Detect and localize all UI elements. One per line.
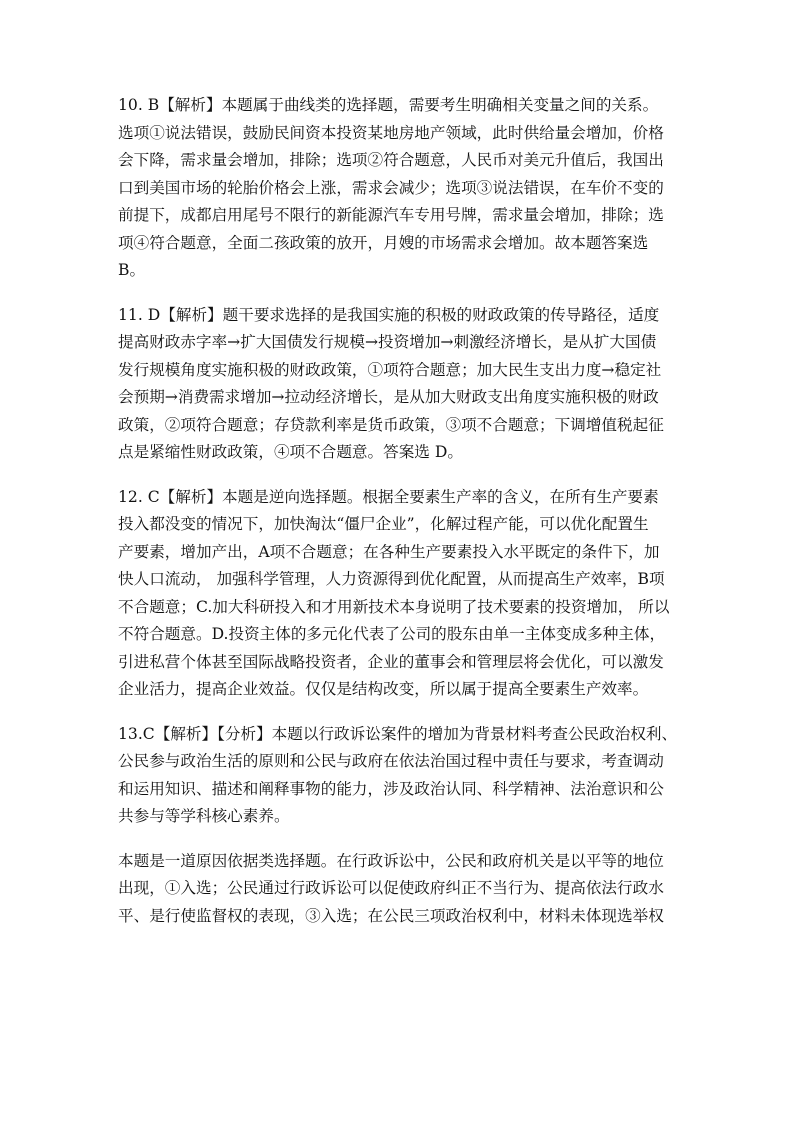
text-line: 会预期→消费需求增加→拉动经济增长，是从加大财政支出角度实施积极的财政: [118, 388, 659, 406]
text-line: 产要素，增加产出，A项不合题意；在各种生产要素投入水平既定的条件下，加: [118, 542, 660, 561]
text-line: 共参与等学科核心素养。: [118, 807, 290, 825]
text-line: 本题是一道原因依据类选择题。在行政诉讼中，公民和政府机关是以平等的地位: [118, 851, 664, 870]
text-line: 提高财政赤字率→扩大国债发行规模→投资增加→刺激经济增长，是从扩大国债: [118, 333, 657, 351]
text-line: 不符合题意。D.投资主体的多元化代表了公司的股东由单一主体变成多种主体，: [118, 625, 666, 643]
paragraph: [118, 721, 684, 831]
text-line: 13.C【解析】【分析】本题以行政诉讼案件的增加为背景材料考查公民政治权利、: [118, 724, 678, 743]
text-line: 公民参与政治生活的原则和公民与政府在依法治国过程中责任与要求，考查调动: [118, 752, 664, 770]
text-line: 会下降，需求量会增加，排除；选项②符合题意，人民币对美元升值后，我国出: [118, 151, 664, 169]
text-line: 12. C【解析】本题是逆向选择题。根据全要素生产率的含义，在所有生产要素: [118, 487, 659, 506]
text-line: 项④符合题意，全面二孩政策的放开，月嫂的市场需求会增加。故本题答案选: [118, 233, 649, 252]
text-line: 投入都没变的情况下，加快淘汰“僵尸企业”，化解过程产能，可以优化配置生: [118, 515, 649, 533]
paragraph: [118, 302, 684, 467]
text-line: 和运用知识、描述和阐释事物的能力，涉及政治认同、科学精神、法治意识和公: [118, 779, 664, 798]
text-line: 前提下，成都启用尾号不限行的新能源汽车专用号牌，需求量会增加，排除；选: [118, 206, 664, 224]
text-line: 11. D【解析】题干要求选择的是我国实施的积极的财政政策的传导路径，适度: [118, 305, 660, 324]
text-line: 企业活力，提高企业效益。仅仅是结构改变，所以属于提高全要素生产效率。: [118, 680, 649, 698]
text-line: 平、是行使监督权的表现，③入选；在公民三项政治权利中，材料未体现选举权: [118, 906, 664, 925]
text-line: 出现，①入选；公民通过行政诉讼可以促使政府纠正不当行为、提高依法行政水: [118, 879, 664, 897]
text-line: 引进私营个体甚至国际战略投资者，企业的董事会和管理层将会优化，可以激发: [118, 652, 664, 671]
text-line: 不合题意；C.加大科研投入和才用新技术本身说明了技术要素的投资增加， 所以: [118, 597, 670, 616]
paragraph: [118, 92, 684, 285]
text-line: 口到美国市场的轮胎价格会上涨，需求会减少；选项③说法错误，在车价不变的: [118, 178, 664, 197]
paragraph: [118, 484, 684, 704]
text-line: 选项①说法错误，鼓励民间资本投资某地房地产领域，此时供给量会增加，价格: [118, 123, 664, 142]
text-line: 10. B【解析】本题属于曲线类的选择题，需要考生明确相关变量之间的关系。: [118, 96, 659, 114]
text-line: B。: [118, 261, 146, 279]
document-page: [118, 92, 684, 947]
text-line: 政策，②项符合题意；存贷款利率是货币政策，③项不合题意；下调增值税起征: [118, 415, 664, 434]
text-line: 点是紧缩性财政政策，④项不合题意。答案选 D。: [118, 443, 463, 461]
text-line: 发行规模角度实施积极的财政政策，①项符合题意；加大民生支出力度→稳定社: [118, 360, 662, 379]
paragraph: [118, 848, 684, 931]
text-line: 快人口流动， 加强科学管理，人力资源得到优化配置，从而提高生产效率，B项: [118, 570, 665, 588]
